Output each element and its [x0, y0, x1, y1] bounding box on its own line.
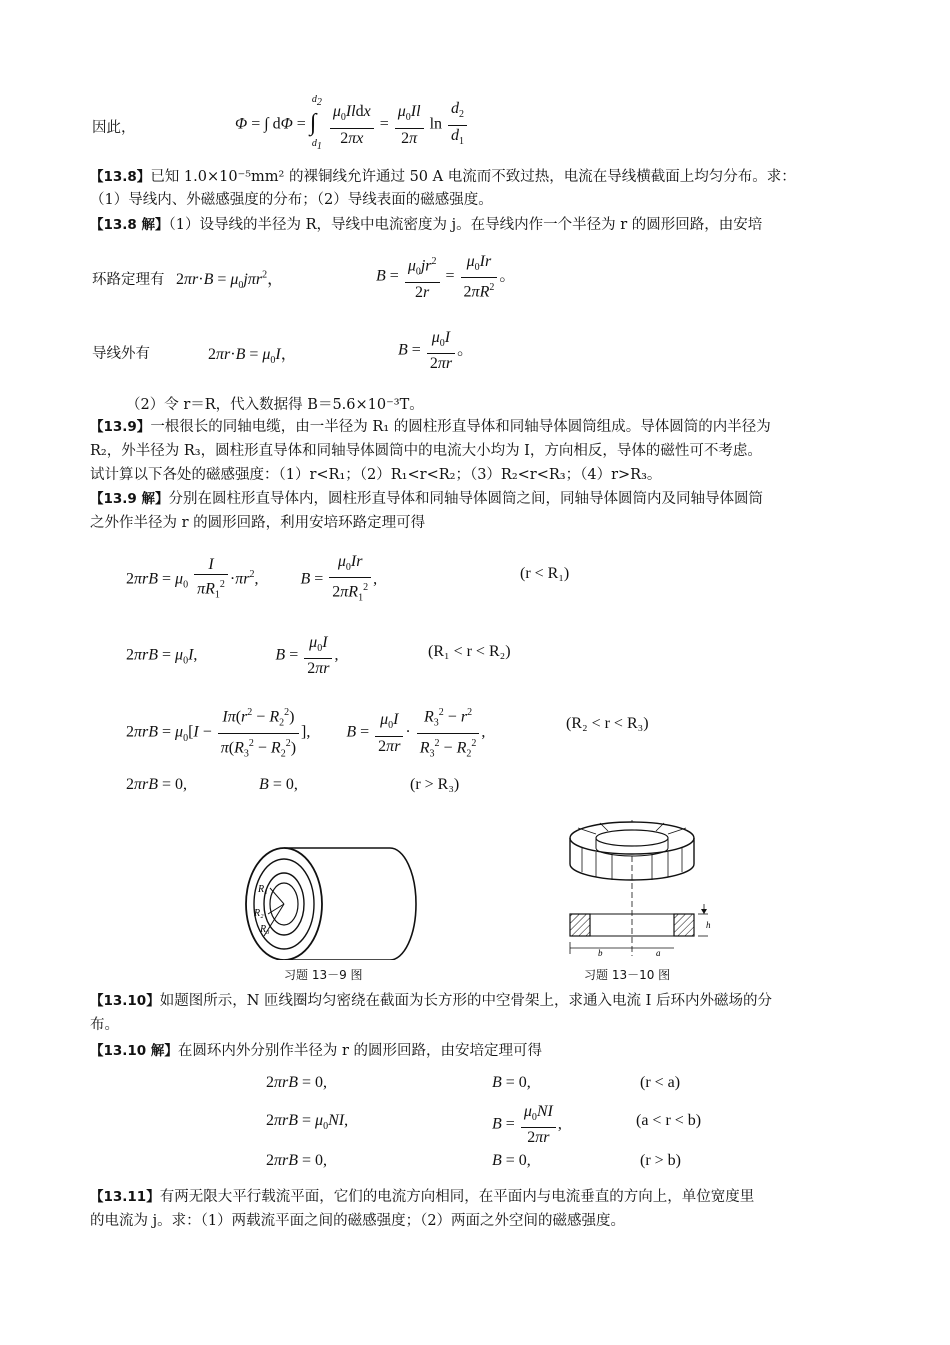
- label-a: a: [656, 948, 661, 958]
- solution-13-8-line1: 【13.8 解】（1）设导线的半径为 R，导线中电流密度为 j。在导线内作一个半径为 r 的圆形回路，由安培: [90, 217, 763, 233]
- caption-fig-13-9: 习题 13－9 图: [284, 968, 363, 982]
- label-b: b: [598, 948, 603, 958]
- cond-13-9-1: (r < R₁): [520, 565, 570, 582]
- problem-13-8-line1: 【13.8】已知 1.0×10⁻⁵mm² 的裸铜线允许通过 50 A 电流而不致过热，电流在导线横截面上均匀分布。求：: [90, 169, 796, 185]
- eq-13-9-region2: $2\pi rB = \mu_0I$, B = $\frac{\mu_0I}{2\pi r}$ ,: [126, 634, 339, 678]
- b-outside-eq: B = $\frac{\mu_0I}{2\pi r}$ 。: [398, 329, 474, 373]
- eq-13-10-outer-b: B = 0,: [492, 1152, 531, 1169]
- problem-13-9-line2: R₂，外半径为 R₃，圆柱形直导体和同轴导体圆筒中的电流大小均为 I，方向相反，导体的磁性可不考虑。: [90, 443, 762, 459]
- eq-13-10-inner-a: 2πrB = 0,: [266, 1074, 328, 1091]
- problem-13-10-line2: 布。: [90, 1017, 119, 1033]
- solution-13-8-line2: 环路定理有: [92, 272, 165, 288]
- cond-13-10-3: (r > b): [640, 1152, 682, 1169]
- problem-13-8-line2: （1）导线内、外磁感强度的分布；（2）导线表面的磁感强度。: [90, 192, 493, 208]
- b-inside-eq: B = $\frac{\mu_0jr^2}{2r}$ = $\frac{\mu_0Ir}{2\pi R^2}$ 。: [376, 253, 516, 301]
- solution-13-10-line1: 【13.10 解】在圆环内外分别作半径为 r 的圆形回路，由安培定理可得: [90, 1043, 543, 1059]
- eq-13-10-outer-a: 2πrB = 0,: [266, 1152, 328, 1169]
- label-r2: R₂: [254, 908, 264, 919]
- label-h: h: [706, 920, 711, 930]
- eq-13-10-mid-b: B = $\frac{\mu_0NI}{2\pi r}$ ,: [492, 1103, 562, 1147]
- eq-13-9-region3: $2\pi rB = \mu_0[I$ − $\frac{I\pi(r^2 - R_2^2)}{\pi(R_3^2 - R_2^2)}$ ], B = $\frac{\mu_0I}{2\pi r}$ · $\frac{R_3^2 - r^2}{R_3^2 - R_2^2}$ ,: [126, 703, 485, 763]
- ampere-eq-inside: $2\pi r\cdot B = \mu_0j\pi r^2$，: [176, 269, 284, 292]
- cond-13-9-3: (R₂ < r < R₃): [566, 715, 649, 732]
- solution-13-8-step2: （2）令 r＝R，代入数据得 B＝5.6×10⁻³T。: [126, 397, 424, 413]
- cond-13-9-4: (r > R₃): [410, 776, 460, 793]
- eq-13-10-inner-b: B = 0,: [492, 1074, 531, 1091]
- problem-13-9-line3: 试计算以下各处的磁感强度：（1）r<R₁；（2）R₁<r<R₂；（3）R₂<r<R₃；（4）r>R₃。: [90, 467, 662, 483]
- problem-13-11-line1: 【13.11】有两无限大平行载流平面，它们的电流方向相同，在平面内与电流垂直的方向上，单位宽度里: [90, 1189, 755, 1205]
- toroid-figure: [560, 820, 720, 960]
- solution-13-8-outside: 导线外有: [92, 346, 150, 362]
- ampere-eq-outside: $2\pi r\cdot B = \mu_0I$，: [208, 346, 297, 367]
- solution-13-9-line2: 之外作半径为 r 的圆形回路，利用安培环路定理可得: [90, 515, 426, 531]
- eq-13-10-mid-a: $2\pi rB = \mu_0NI$,: [266, 1112, 349, 1133]
- solution-13-9-line1: 【13.9 解】分别在圆柱形直导体内，圆柱形直导体和同轴导体圆筒之间，同轴导体圆筒内及同轴导体圆筒: [90, 491, 764, 507]
- label-r3: R₃: [260, 924, 270, 935]
- cond-13-10-1: (r < a): [640, 1074, 681, 1091]
- coaxial-cable-figure: [240, 840, 420, 960]
- caption-fig-13-10: 习题 13－10 图: [584, 968, 671, 982]
- label-r1: R₁: [258, 884, 268, 895]
- problem-13-11-line2: 的电流为 j。求：（1）两载流平面之间的磁感强度；（2）两面之外空间的磁感强度。: [90, 1213, 626, 1229]
- problem-13-9-line1: 【13.9】一根很长的同轴电缆，由一半径为 R₁ 的圆柱形直导体和同轴导体圆筒组成。导体圆筒的内半径为: [90, 419, 771, 435]
- problem-13-10-line1: 【13.10】如题图所示，N 匝线圈均匀密绕在截面为长方形的中空骨架上，求通入电流 I 后环内外磁场的分: [90, 993, 772, 1009]
- eq-13-9-region4: 2πrB = 0, B = 0,: [126, 776, 298, 793]
- eq-13-9-region1: $2\pi rB = \mu_0$ $\frac{I}{\pi R_1^2}$ $\cdot\pi r^2$, B = $\frac{\mu_0Ir}{2\pi R_1^2}$ ,: [126, 553, 378, 604]
- cond-13-10-2: (a < r < b): [636, 1112, 702, 1129]
- intro-label: 因此，: [92, 120, 136, 136]
- cond-13-9-2: (R₁ < r < R₂): [428, 643, 511, 660]
- flux-equation: Φ = ∫ dΦ = $d_2$ ∫ $d_1$ $\frac{\mu_0Ildx}{2\pi x}$ = $\frac{\mu_0Il}{2\pi}$ ln $\frac{d_2}{d_1}$: [235, 98, 469, 152]
